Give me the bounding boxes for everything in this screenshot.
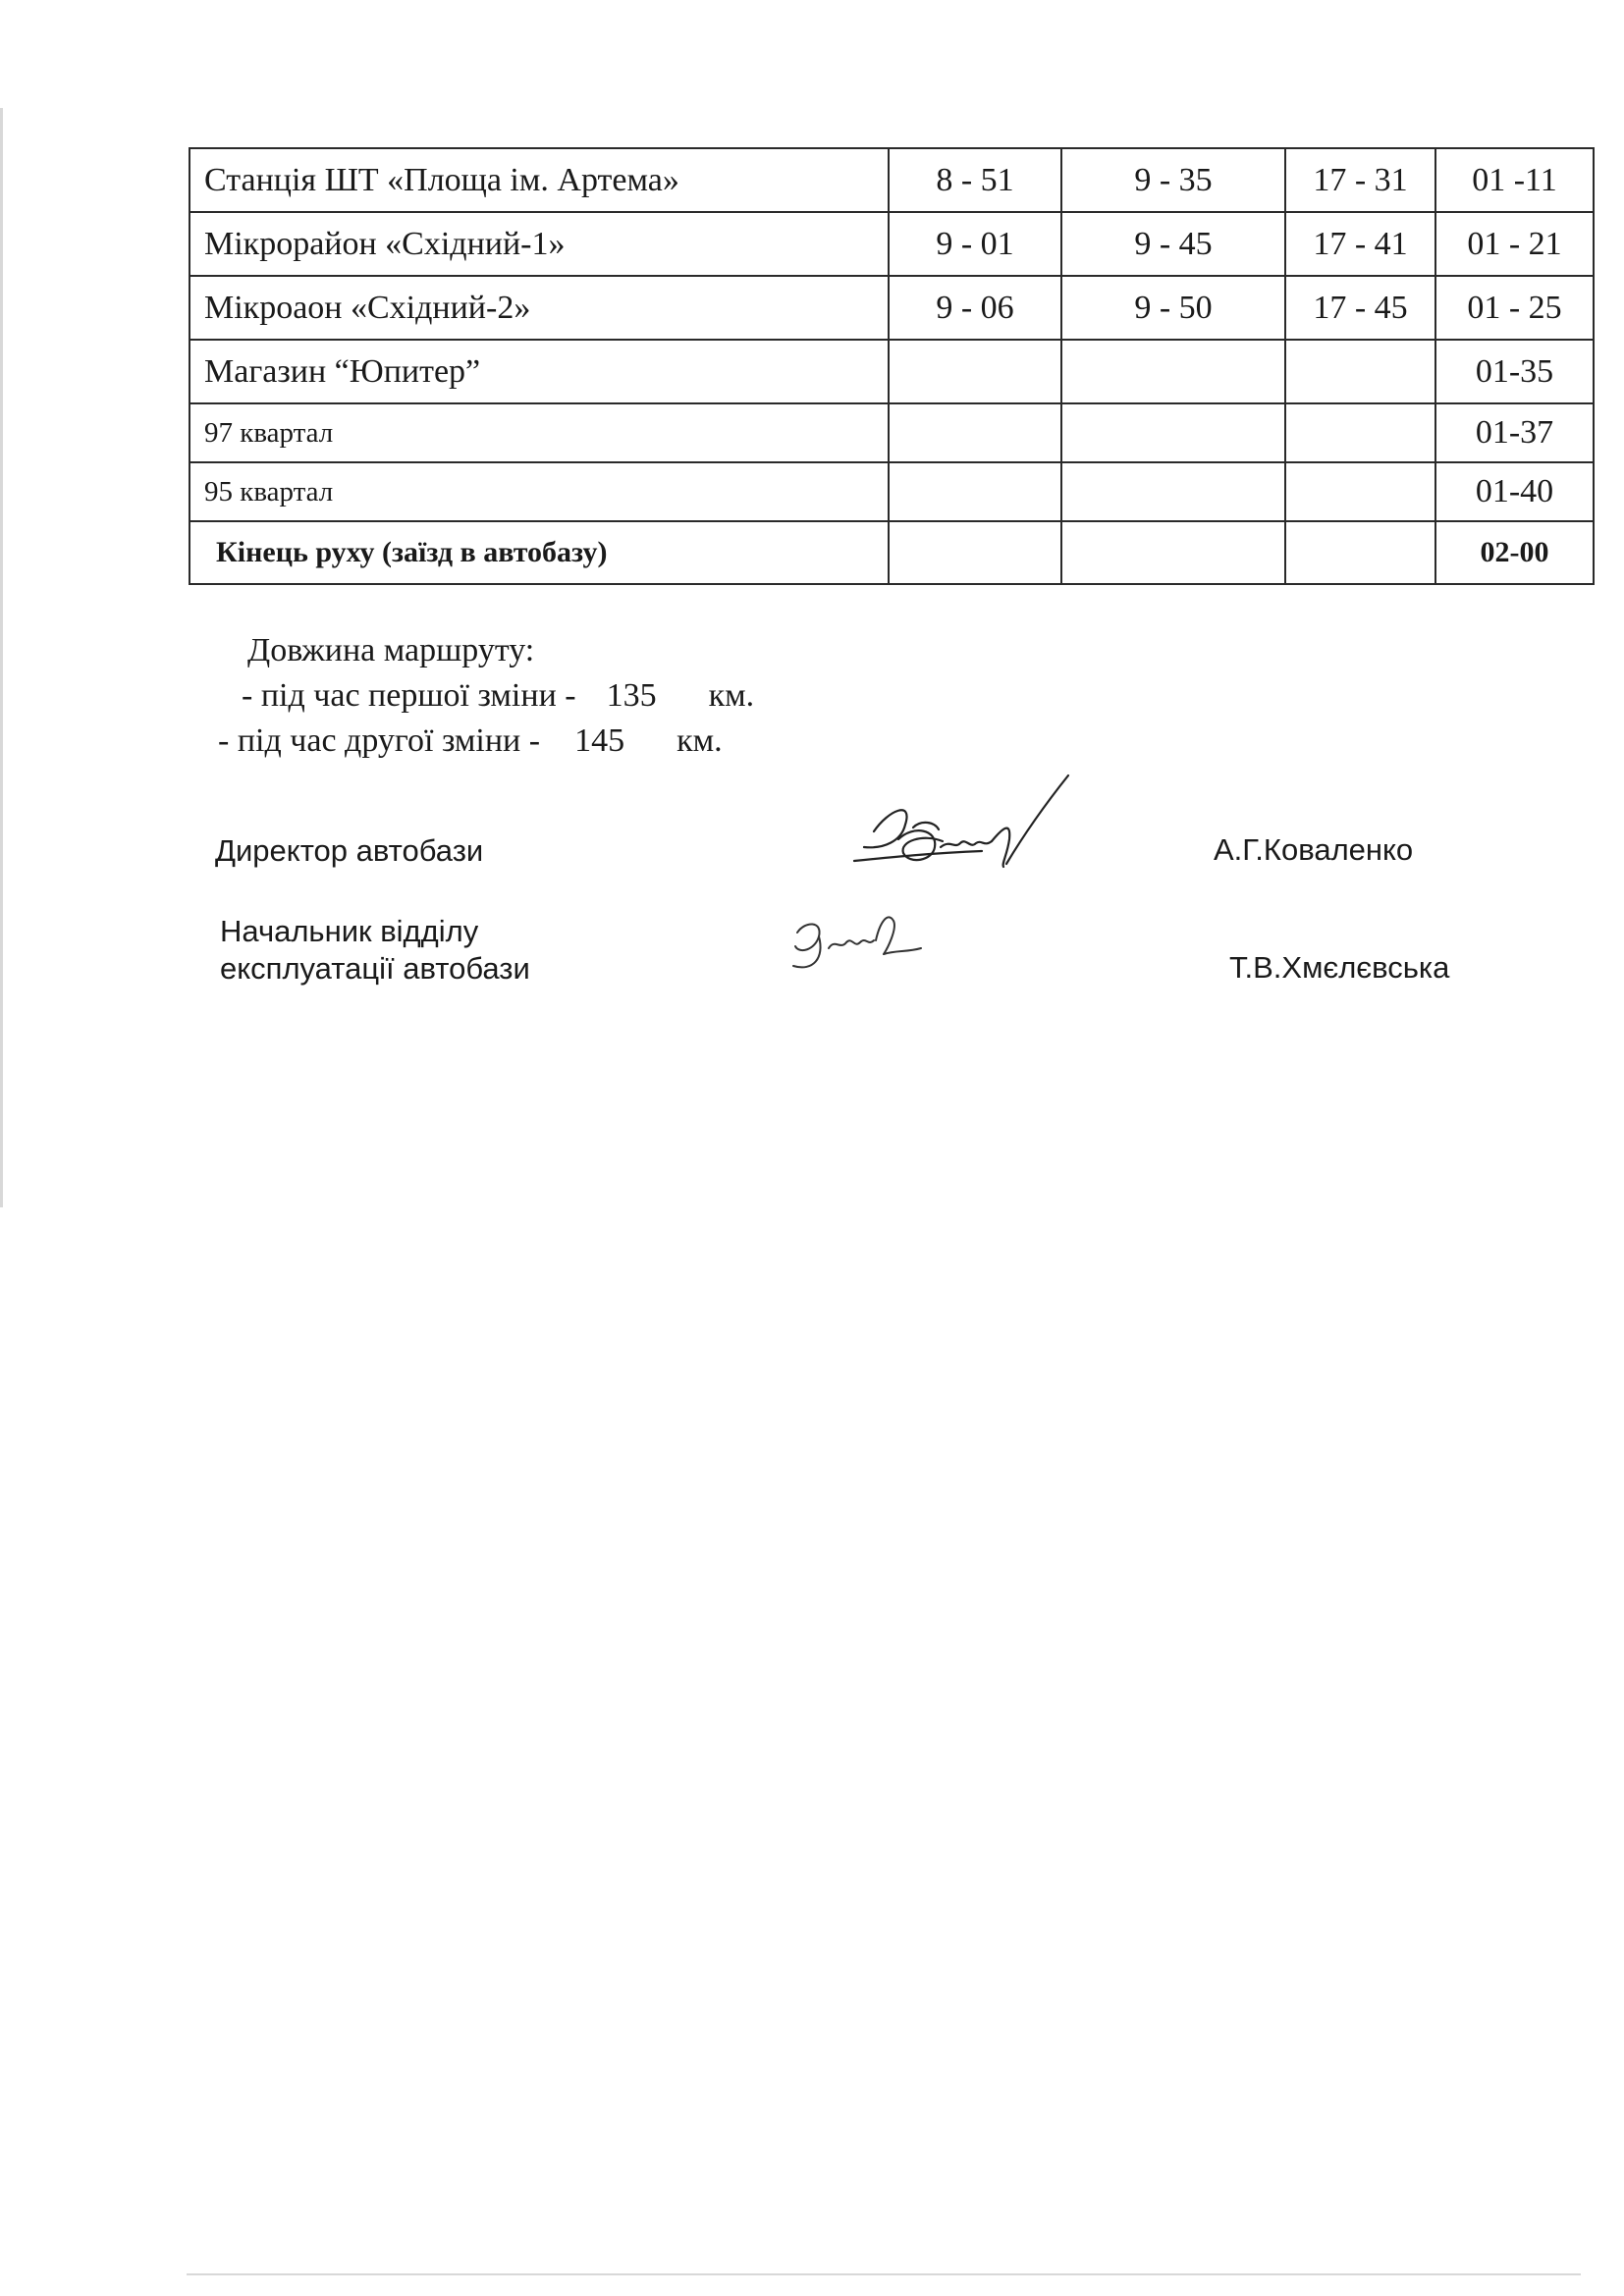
time-cell: 01-35 [1435,340,1594,403]
director-name: А.Г.Коваленко [1214,832,1414,867]
second-shift-line [218,719,723,764]
time-cell [889,340,1061,403]
stop-name: Магазин “Юпитер” [189,340,889,403]
table-row [189,403,1594,462]
table-row [189,276,1594,340]
first-shift-unit: км. [708,677,755,714]
chief-title-line1: Начальник відділу [220,914,479,948]
time-cell: 01 -11 [1435,148,1594,212]
time-cell [1285,340,1435,403]
table-row-end [189,521,1594,584]
time-cell: 01-37 [1435,403,1594,462]
time-cell: 02-00 [1435,521,1594,584]
time-cell: 9 - 50 [1061,276,1285,340]
director-signature [844,771,1080,888]
time-cell [1061,340,1285,403]
second-shift-unit: км. [677,722,723,759]
time-cell: 01 - 21 [1435,212,1594,276]
chief-name: Т.В.Хмєлєвська [1229,950,1450,985]
first-shift-value: 135 [606,677,657,714]
time-cell [1285,521,1435,584]
time-cell: 9 - 35 [1061,148,1285,212]
second-shift-label: - під час другої зміни - [218,722,541,759]
first-shift-line [242,673,754,719]
time-cell [1061,462,1285,521]
time-cell [1061,521,1285,584]
stop-name: 95 квартал [189,462,889,521]
time-cell [889,521,1061,584]
time-cell: 17 - 31 [1285,148,1435,212]
time-cell [1061,403,1285,462]
stop-name: Мікрорайон «Східний-1» [189,212,889,276]
stop-name: 97 квартал [189,403,889,462]
table-row [189,340,1594,403]
time-cell: 9 - 45 [1061,212,1285,276]
table-row [189,148,1594,212]
chief-title [220,913,530,988]
time-cell [1285,462,1435,521]
table-row [189,462,1594,521]
time-cell: 8 - 51 [889,148,1061,212]
chief-signature [785,903,943,991]
first-shift-label: - під час першої зміни - [242,677,576,714]
second-shift-value: 145 [574,722,625,759]
table-row [189,212,1594,276]
stop-name: Станція ШТ «Площа ім. Артема» [189,148,889,212]
chief-title-line2: експлуатації автобази [220,951,530,986]
schedule-table [189,147,1595,585]
time-cell: 17 - 45 [1285,276,1435,340]
stop-name: Мікроаон «Східний-2» [189,276,889,340]
time-cell: 01 - 25 [1435,276,1594,340]
director-title: Директор автобази [215,833,484,868]
time-cell: 9 - 06 [889,276,1061,340]
time-cell: 17 - 41 [1285,212,1435,276]
time-cell [889,462,1061,521]
scan-artifact [187,2273,1581,2275]
scan-artifact [0,108,3,1207]
time-cell: 01-40 [1435,462,1594,521]
route-length-heading: Довжина маршруту: [247,632,535,668]
time-cell: 9 - 01 [889,212,1061,276]
stop-name: Кінець руху (заїзд в автобазу) [189,521,889,584]
time-cell [1285,403,1435,462]
time-cell [889,403,1061,462]
